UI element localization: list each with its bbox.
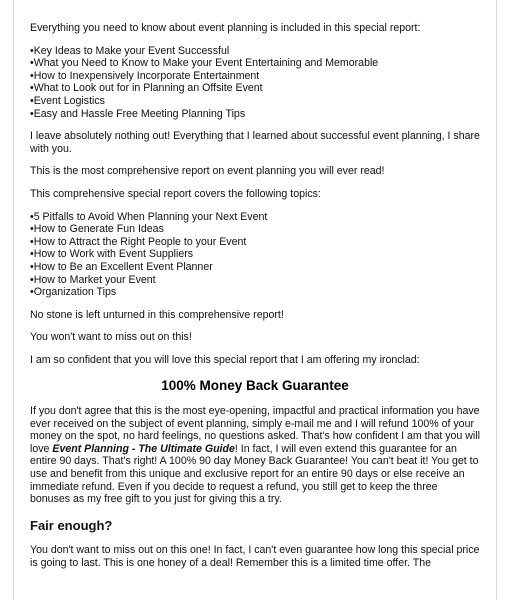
final-paragraph: You don't want to miss out on this one! In fact, I can't even guarantee how long this special price is going to last. This is one honey of a deal! Remember this is a limited time offer. The — [30, 544, 480, 569]
report-content — [14, 0, 496, 570]
guarantee-heading: 100% Money Back Guarantee — [161, 378, 349, 394]
guarantee-paragraph — [30, 405, 480, 506]
covers-paragraph: This comprehensive special report covers the following topics: — [30, 187, 321, 200]
guarantee-text-end: ! In fact, I will even extend this guarantee for an entire 90 days. That's right! A 100% 90 day Money Back Guarantee! You can't beat it! You get to use and benefit from this unique and exclusive report for an entire 90 days or else receive an immediate refund. Even if you decide to request a refund, you still get to keep the three bonuses as my free gift to you just for giving this a try. — [30, 442, 479, 506]
list-item: • How to Market your Event — [30, 274, 480, 287]
confident-paragraph: I am so confident that you will love this special report that I am offering my ironclad: — [30, 353, 420, 366]
list-item: • Easy and Hassle Free Meeting Planning Tips — [30, 108, 480, 121]
list-item: • 5 Pitfalls to Avoid When Planning your Next Event — [30, 211, 480, 224]
list-item: • Key Ideas to Make your Event Successful — [30, 45, 480, 58]
report-page — [13, 0, 497, 600]
list-item: • Event Logistics — [30, 95, 480, 108]
list-item: • How to Inexpensively Incorporate Entertainment — [30, 70, 480, 83]
guarantee-product-title: Event Planning - The Ultimate Guide — [52, 442, 235, 455]
list-item: • How to Generate Fun Ideas — [30, 223, 480, 236]
list-item: • Organization Tips — [30, 286, 480, 299]
fair-enough-heading: Fair enough? — [30, 517, 113, 533]
key-ideas-list — [30, 45, 480, 121]
topics-list — [30, 211, 480, 299]
list-item: • How to Be an Excellent Event Planner — [30, 261, 480, 274]
list-item: • How to Work with Event Suppliers — [30, 248, 480, 261]
list-item: • What to Look out for in Planning an Offsite Event — [30, 82, 480, 95]
no-stone-paragraph: No stone is left unturned in this comprehensive report! — [30, 308, 284, 321]
nothing-out-paragraph: I leave absolutely nothing out! Everything that I learned about successful event planning, I share with you. — [30, 130, 480, 155]
list-item: • What you Need to Know to Make your Event Entertaining and Memorable — [30, 57, 480, 70]
most-comprehensive-paragraph: This is the most comprehensive report on event planning you will ever read! — [30, 165, 385, 178]
guarantee-text-start: If you don't agree that this is the most eye-opening, impactful and practical information you have ever received on the subject of event planning, simply e-mail me and I will refund 100% of your money on the spot, no hard feelings, no questions asked. That's how confident I am that you will love — [30, 405, 480, 455]
wont-miss-paragraph: You won't want to miss out on this! — [30, 331, 192, 344]
list-item: • How to Attract the Right People to your Event — [30, 236, 480, 249]
intro-paragraph: Everything you need to know about event planning is included in this special report: — [30, 22, 421, 34]
